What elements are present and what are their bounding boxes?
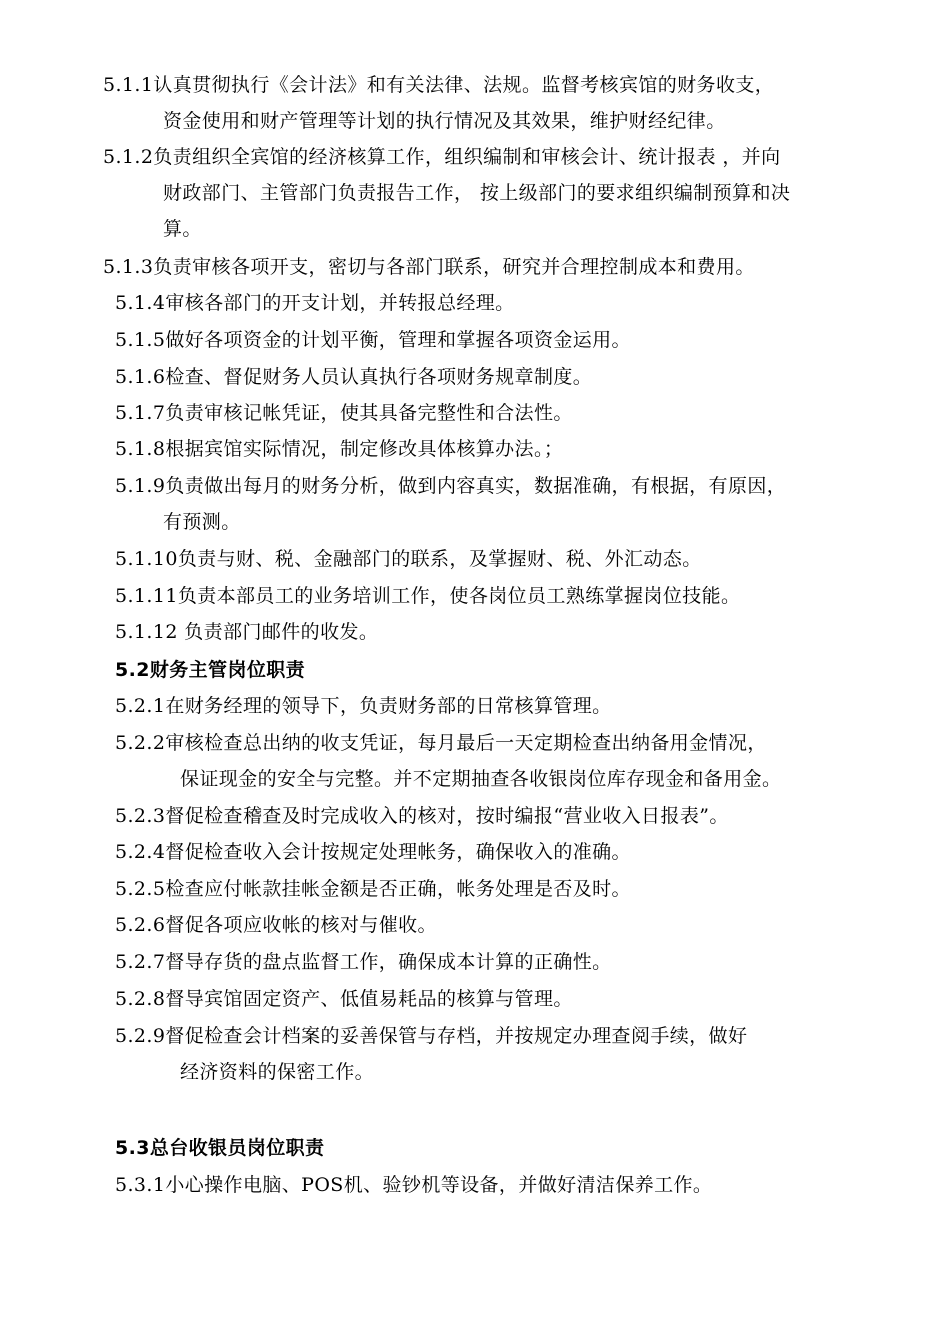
clause-5-2-2-line-1: 5.2.2审核检查总出纳的收支凭证，每月最后一天定期检查出纳备用金情况， bbox=[115, 732, 767, 754]
clause-5-2-2-line-2: 保证现金的安全与完整。并不定期抽查各收银岗位库存现金和备用金。 bbox=[180, 768, 782, 790]
clause-5-1-6: 5.1.6检查、督促财务人员认真执行各项财务规章制度。 bbox=[115, 366, 593, 388]
clause-5-1-2-line-1: 5.1.2负责组织全宾馆的经济核算工作，组织编制和审核会计、统计报表 ，并向 bbox=[103, 146, 781, 168]
clause-5-1-3: 5.1.3负责审核各项开支，密切与各部门联系，研究并合理控制成本和费用。 bbox=[103, 256, 755, 278]
clause-5-2-4: 5.2.4督促检查收入会计按规定处理帐务，确保收入的准确。 bbox=[115, 841, 631, 863]
clause-5-1-2-line-3: 算。 bbox=[163, 218, 202, 240]
clause-5-2-1: 5.2.1在财务经理的领导下，负责财务部的日常核算管理。 bbox=[115, 695, 612, 717]
section-5-3-heading: 5.3总台收银员岗位职责 bbox=[115, 1137, 325, 1159]
clause-5-2-8: 5.2.8督导宾馆固定资产、低值易耗品的核算与管理。 bbox=[115, 988, 573, 1010]
clause-5-1-8: 5.1.8根据宾馆实际情况，制定修改具体核算办法。； bbox=[115, 438, 564, 460]
clause-5-1-5: 5.1.5做好各项资金的计划平衡，管理和掌握各项资金运用。 bbox=[115, 329, 631, 351]
clause-5-1-9-line-1: 5.1.9负责做出每月的财务分析，做到内容真实，数据准确，有根据，有原因， bbox=[115, 475, 787, 497]
clause-5-2-3: 5.2.3督促检查稽查及时完成收入的核对，按时编报“营业收入日报表”。 bbox=[115, 805, 729, 827]
clause-5-1-11: 5.1.11负责本部员工的业务培训工作，使各岗位员工熟练掌握岗位技能。 bbox=[115, 585, 741, 607]
clause-5-1-1-line-1: 5.1.1认真贯彻执行《会计法》和有关法律、法规。监督考核宾馆的财务收支， bbox=[103, 74, 775, 96]
clause-5-1-10: 5.1.10负责与财、税、金融部门的联系，及掌握财、税、外汇动态。 bbox=[115, 548, 702, 570]
clause-5-1-7: 5.1.7负责审核记帐凭证，使其具备完整性和合法性。 bbox=[115, 402, 573, 424]
clause-5-1-1-line-2: 资金使用和财产管理等计划的执行情况及其效果，维护财经纪律。 bbox=[163, 110, 726, 132]
clause-5-2-9-line-1: 5.2.9督促检查会计档案的妥善保管与存档，并按规定办理查阅手续，做好 bbox=[115, 1025, 748, 1047]
clause-5-1-4: 5.1.4审核各部门的开支计划，并转报总经理。 bbox=[115, 292, 515, 314]
clause-5-2-7: 5.2.7督导存货的盘点监督工作，确保成本计算的正确性。 bbox=[115, 951, 612, 973]
clause-5-1-12: 5.1.12 负责部门邮件的收发。 bbox=[115, 621, 379, 643]
clause-5-2-6: 5.2.6督促各项应收帐的核对与催收。 bbox=[115, 914, 437, 936]
clause-5-3-1: 5.3.1小心操作电脑、POS机、验钞机等设备，并做好清洁保养工作。 bbox=[115, 1174, 713, 1196]
clause-5-2-5: 5.2.5检查应付帐款挂帐金额是否正确，帐务处理是否及时。 bbox=[115, 878, 631, 900]
clause-5-1-9-line-2: 有预测。 bbox=[163, 511, 241, 533]
section-5-2-heading: 5.2财务主管岗位职责 bbox=[115, 659, 306, 681]
clause-5-2-9-line-2: 经济资料的保密工作。 bbox=[180, 1061, 375, 1083]
clause-5-1-2-line-2: 财政部门、主管部门负责报告工作， 按上级部门的要求组织编制预算和决 bbox=[163, 182, 791, 204]
